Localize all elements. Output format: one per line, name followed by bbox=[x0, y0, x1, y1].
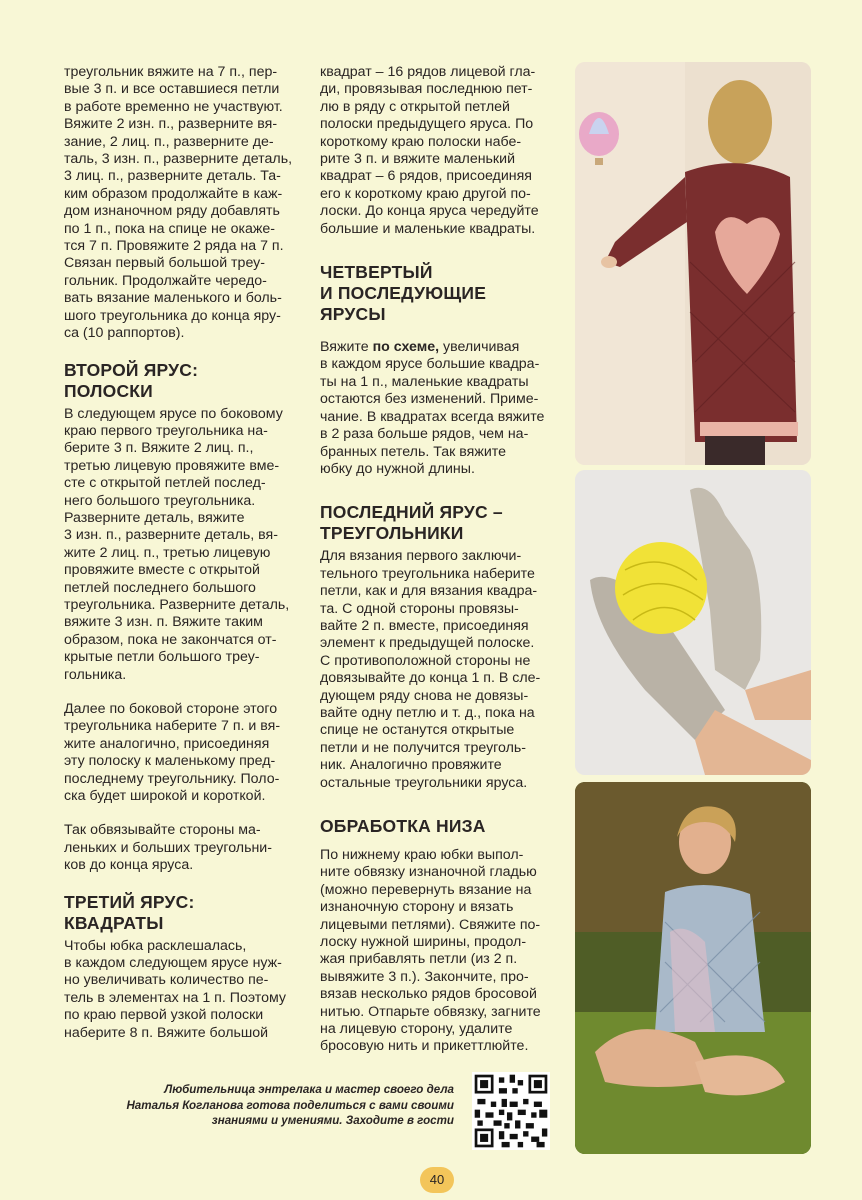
author-note: Любительница энтрелака и мастер своего дела Наталья Когланова готова поделиться с вами своими знаниями и умениями. Заходите в гости bbox=[126, 1083, 454, 1127]
hands-in-mittens-holding-yarn-photo bbox=[575, 470, 811, 775]
section-heading: ОБРАБОТКА НИЗА bbox=[320, 816, 486, 836]
bold-text: по схеме, bbox=[372, 339, 440, 356]
paragraph: В следующем ярусе по боковому краю первого треугольника на- берите 3 п. Вяжите 2 лиц. п., третью лицевую провяжите вме- сте с открытой петлей послед- него большого треугольника. Разверните деталь, вяжите 3 изн. п., разверните деталь, вя- жите 2 лиц. п., третью лицевую провяжите вместе с открытой петлей последнего большого треугольника. Разверните деталь, вяжите 3 изн. п. Вяжите таким образом, пока не закончатся от- крытые петли большого треу- гольника. bbox=[64, 405, 290, 683]
section-heading: ВТОРОЙ ЯРУС: ПОЛОСКИ bbox=[64, 359, 199, 401]
text-run: Вяжите bbox=[320, 339, 373, 356]
paragraph: Так обвязывайте стороны ма- леньких и больших треугольни- ков до конца яруса. bbox=[64, 822, 272, 874]
paragraph: Далее по боковой стороне этого треугольника наберите 7 п. и вя- жите аналогично, присоединяя эту полоску к маленькому пред- последнему треугольнику. Поло- ска будет широкой и короткой. bbox=[64, 701, 281, 805]
paragraph: Для вязания первого заключи- тельного треугольника наберите петли, как и для вязания квадра- та. С одной стороны провязы- вайте 2 п. вместе, присоединяя элемент к предыдущей полоске. С противоположной стороны не довязывайте до конца 1 п. В сле- дующем ряду снова не довязы- вайте одну петлю и т. д., пока на спице не останутся открытые петли и не получится треуголь- ник. Аналогично провяжите остальные треугольники яруса. bbox=[320, 548, 541, 791]
paragraph: Чтобы юбка расклешалась, в каждом следующем ярусе нуж- но увеличивать количество пе- тель в элементах на 1 п. Поэтому по краю первой узкой полоски наберите 8 п. Вяжите большой bbox=[64, 937, 287, 1041]
text-run: увеличивая в каждом ярусе большие квадра- ты на 1 п., маленькие квадраты остаются без изменений. Приме- чание. В квадратах всегда вяжите в 2 раза больше рядов, чем на- бранных петель. Так вяжите юбку до нужной длины. bbox=[320, 339, 545, 477]
paragraph bbox=[320, 339, 556, 478]
paragraph: квадрат – 16 рядов лицевой гла- ди, провязывая последнюю пет- лю в ряду с открытой петлей полоски предыдущего яруса. По короткому краю полоски набе- рите 3 п. и вяжите маленький квадрат – 6 рядов, присоединяя его к короткому краю другой по- лоски. До конца яруса чередуйте большие и маленькие квадраты. bbox=[320, 64, 539, 237]
text-column-middle bbox=[320, 64, 556, 1073]
section-heading: ПОСЛЕДНИЙ ЯРУС – ТРЕУГОЛЬНИКИ bbox=[320, 502, 503, 544]
section-heading: ТРЕТИЙ ЯРУС: КВАДРАТЫ bbox=[64, 891, 195, 933]
qr-code[interactable] bbox=[472, 1072, 550, 1150]
woman-in-entrelac-sweater-photo bbox=[575, 782, 811, 1154]
girl-in-entrelac-dress-photo bbox=[575, 62, 811, 465]
paragraph: треугольник вяжите на 7 п., пер- вые 3 п. и все оставшиеся петли в работе временно не участвуют. Вяжите 2 изн. п., разверните вя- зание, 2 лиц. п., разверните де- таль, 3 изн. п., разверните деталь, 3 лиц. п., разверните деталь. Та- ким образом продолжайте в каж- дом изнаночном ряду добавлять по 1 п., пока на спице не окаже- тся 7 п. Провяжите 2 ряда на 7 п. Связан первый большой треу- гольник. Продолжайте чередо- вать вязание маленького и боль- шого треугольника до конца яру- са (10 раппортов). bbox=[64, 64, 293, 342]
text-column-left bbox=[64, 64, 304, 1059]
page-number: 40 bbox=[420, 1167, 454, 1193]
section-heading: ЧЕТВЕРТЫЙ И ПОСЛЕДУЮЩИЕ ЯРУСЫ bbox=[320, 262, 487, 325]
paragraph: По нижнему краю юбки выпол- ните обвязку изнаночной гладью (можно перевернуть вязание на изнаночную сторону и вязать лицевыми петлями). Свяжите по- лоску нужной ширины, продол- жая прибавлять петли (из 2 п. вывяжите 3 п.). Закончите, про- вязав несколько рядов бросовой нитью. Отпарьте обвязку, загните на лицевую сторону, удалите бросовую нить и прикеттлюйте. bbox=[320, 847, 541, 1055]
